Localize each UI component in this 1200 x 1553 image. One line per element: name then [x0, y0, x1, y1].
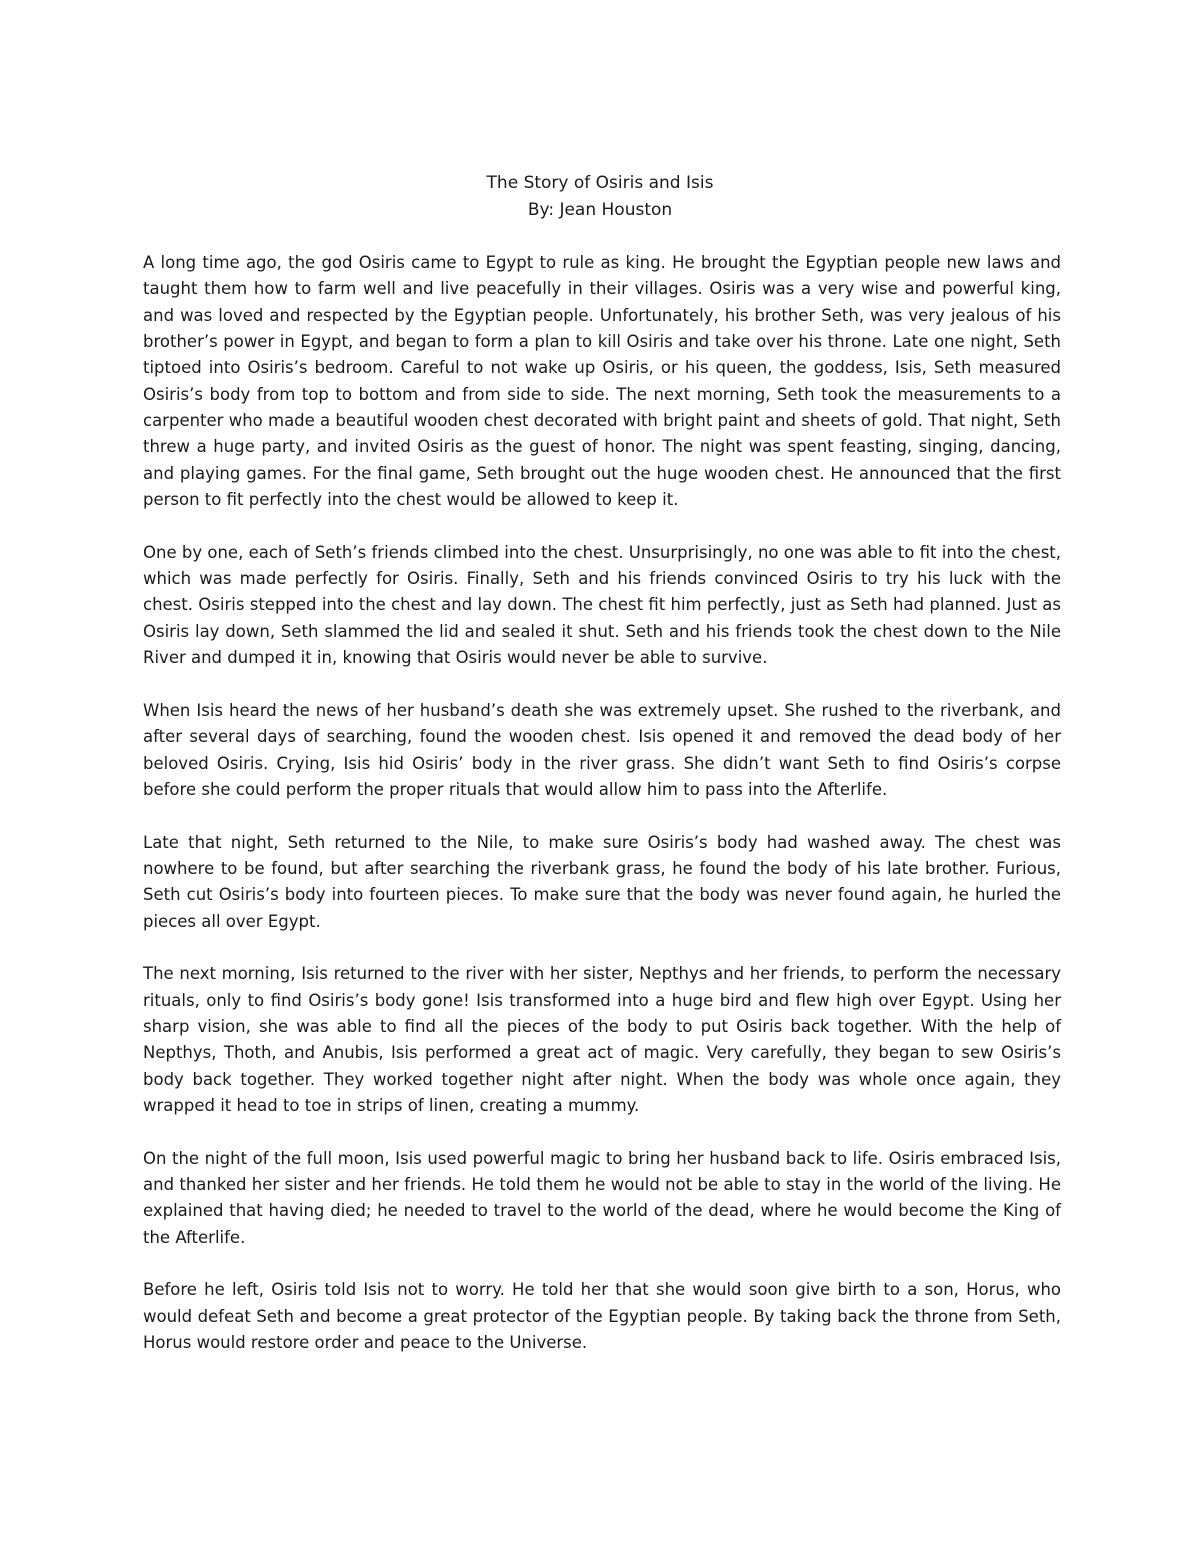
paragraph-6: On the night of the full moon, Isis used powerful magic to bring her husband back to life. Osiris embraced Isis, and thanked her sister and her friends. He told them he would not be able to stay in the world of the living. He explained that having died; he needed to travel to the world of the dead, where he would become the King of the Afterlife.: [143, 1148, 1061, 1247]
paragraph-5: The next morning, Isis returned to the river with her sister, Nepthys and her friends, to perform the necessary rituals, only to find Osiris’s body gone! Isis transformed into a huge bird and flew high over Egypt. Using her sharp vision, she was able to find all the pieces of the body to put Osiris back together. With the help of Nepthys, Thoth, and Anubis, Isis performed a great act of magic. Very carefully, they began to sew Osiris’s body back together. They worked together night after night. When the body was whole once again, they wrapped it head to toe in strips of linen, creating a mummy.: [143, 964, 1061, 1115]
story-body: [143, 250, 1061, 1383]
document-byline: By: Jean Houston: [527, 199, 673, 220]
paragraph-7: Before he left, Osiris told Isis not to worry. He told her that she would soon give birth to a son, Horus, who would defeat Seth and become a great protector of the Egyptian people. By taking back the throne from Seth, Horus would restore order and peace to the Universe.: [143, 1280, 1061, 1353]
document-title: The Story of Osiris and Isis: [486, 173, 714, 193]
paragraph-3: When Isis heard the news of her husband’s death she was extremely upset. She rushed to the riverbank, and after several days of searching, found the wooden chest. Isis opened it and removed the dead body of her beloved Osiris. Crying, Isis hid Osiris’ body in the river grass. She didn’t want Seth to find Osiris’s corpse before she could perform the proper rituals that would allow him to pass into the Afterlife.: [143, 700, 1061, 799]
paragraph-4: Late that night, Seth returned to the Nile, to make sure Osiris’s body had washed away. The chest was nowhere to be found, but after searching the riverbank grass, he found the body of his late brother. Furious, Seth cut Osiris’s body into fourteen pieces. To make sure that the body was never found again, he hurled the pieces all over Egypt.: [143, 832, 1061, 931]
paragraph-2: One by one, each of Seth’s friends climbed into the chest. Unsurprisingly, no one was able to fit into the chest, which was made perfectly for Osiris. Finally, Seth and his friends convinced Osiris to try his luck with the chest. Osiris stepped into the chest and lay down. The chest fit him perfectly, just as Seth had planned. Just as Osiris lay down, Seth slammed the lid and sealed it shut. Seth and his friends took the chest down to the Nile River and dumped it in, knowing that Osiris would never be able to survive.: [143, 542, 1061, 668]
title-block: [0, 170, 1200, 223]
paragraph-1: A long time ago, the god Osiris came to Egypt to rule as king. He brought the Egyptian people new laws and taught them how to farm well and live peacefully in their villages. Osiris was a very wise and powerful king, and was loved and respected by the Egyptian people. Unfortunately, his brother Seth, was very jealous of his brother’s power in Egypt, and began to form a plan to kill Osiris and take over his throne. Late one night, Seth tiptoed into Osiris’s bedroom. Careful to not wake up Osiris, or his queen, the goddess, Isis, Seth measured Osiris’s body from top to bottom and from side to side. The next morning, Seth took the measurements to a carpenter who made a beautiful wooden chest decorated with bright paint and sheets of gold. That night, Seth threw a huge party, and invited Osiris as the guest of honor. The night was spent feasting, singing, dancing, and playing games. For the final game, Seth brought out the huge wooden chest. He announced that the first person to fit perfectly into the chest would be allowed to keep it.: [143, 253, 1061, 510]
